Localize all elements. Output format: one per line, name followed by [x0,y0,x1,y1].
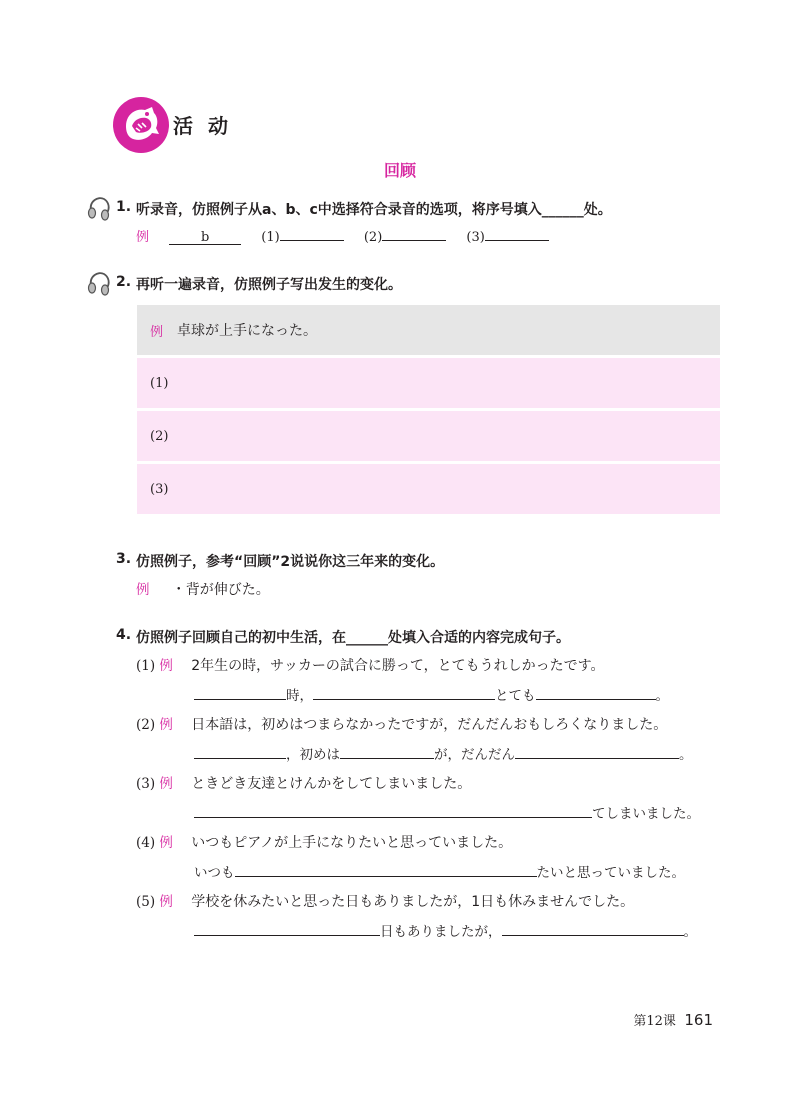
section-title: 活 动 [173,114,232,138]
q4-item-number: (3) [136,776,156,792]
q2-example-text: 卓球が上手になった。 [177,323,318,339]
q4-item-number: (1) [136,658,156,674]
q1-item-2-blank[interactable] [382,226,446,241]
q4-item-5-fill [194,920,697,940]
q4-item-4-fill [194,861,685,881]
q1-number: 1. [116,199,132,215]
q4-fill-text: とても [495,688,536,704]
q2-number: 2. [116,274,132,290]
q4-fill-text: たいと思っていました。 [536,865,685,881]
lesson-label: 第12课 [633,1014,676,1029]
q4-fill-text: てしまいました。 [592,806,700,822]
q2-row-label: (2) [150,428,169,444]
page-number: 161 [684,1011,713,1029]
q4-blank[interactable] [502,921,684,936]
q4-blank[interactable] [235,862,537,877]
q4-item-number: (2) [136,717,156,733]
q4-blank[interactable] [515,744,679,759]
q2-example-row [137,305,720,355]
q2-example-label: 例 [150,324,164,340]
q4-fill-text: 日もありましたが， [380,924,502,940]
q1-instruction: 听录音，仿照例子从a、b、c中选择符合录音的选项，将序号填入______处。 [136,202,612,218]
q2-row-label: (3) [150,481,169,497]
q4-blank[interactable] [194,803,592,818]
q4-blank[interactable] [313,685,495,700]
page-footer [633,1010,713,1029]
q3-example-label: 例 [136,582,150,598]
q1-item-3-blank[interactable] [485,226,549,241]
q4-blank[interactable] [194,921,380,936]
q4-item-3-fill [194,802,700,822]
q2-row-label: (1) [150,375,169,391]
q3-number: 3. [116,551,132,567]
q4-item-2-example [136,713,667,734]
q4-blank[interactable] [194,744,286,759]
q4-example-label: 例 [159,776,173,792]
q1-item-3-label: (3) [466,230,485,245]
section-subtitle: 回顾 [383,161,416,180]
q1-item-1-label: (1) [261,230,280,245]
q3-example-text: ・背が伸びた。 [171,582,270,598]
q4-blank[interactable] [194,685,286,700]
q4-item-3-example [136,772,471,793]
q4-fill-text: 。 [683,924,697,940]
q4-fill-text: 。 [679,747,693,763]
q1-example-label: 例 [136,230,150,245]
q1-item-2-label: (2) [363,230,383,245]
q4-fill-text: 。 [655,688,669,704]
headphone-icon[interactable] [86,195,112,221]
q4-number: 4. [116,627,132,643]
q4-blank[interactable] [340,744,434,759]
q4-example-label: 例 [159,894,173,910]
q2-instruction: 再听一遍录音，仿照例子写出发生的变化。 [136,277,402,293]
q2-answer-row-3[interactable] [137,464,720,514]
activity-logo-icon [112,96,170,154]
q4-example-sentence: 日本語は，初めはつまらなかったですが，だんだんおもしろくなりました。 [191,717,668,733]
q4-fill-text: が，だんだん [434,747,515,763]
q4-item-1-fill [194,684,669,704]
q2-answer-row-1[interactable] [137,358,720,408]
q4-item-number: (5) [136,894,156,910]
q3-example [136,578,270,599]
q4-example-sentence: 学校を休みたいと思った日もありましたが，1日も休みませんでした。 [191,894,635,910]
q1-example-answer: b [169,230,241,245]
q1-answer-row [136,226,549,245]
q4-example-sentence: 2年生の時，サッカーの試合に勝って，とてもうれしかったです。 [191,658,605,674]
q4-example-label: 例 [159,658,173,674]
q4-fill-text: いつも [194,865,235,881]
q4-item-4-example [136,831,512,852]
q1-item-1-blank[interactable] [280,226,344,241]
q4-example-sentence: いつもピアノが上手になりたいと思っていました。 [191,835,513,851]
q4-item-number: (4) [136,835,156,851]
q4-example-label: 例 [159,717,173,733]
q4-blank[interactable] [536,685,656,700]
q4-item-2-fill [194,743,693,763]
q2-answer-row-2[interactable] [137,411,720,461]
q3-instruction: 仿照例子，参考“回顾”2说说你这三年来的变化。 [136,554,445,570]
q4-instruction: 仿照例子回顾自己的初中生活，在______处填入合适的内容完成句子。 [136,630,570,646]
q4-fill-text: ，初めは [286,747,340,763]
q2-answer-table [137,305,720,517]
q4-example-label: 例 [159,835,173,851]
q4-fill-text: 時， [286,688,313,704]
headphone-icon[interactable] [86,270,112,296]
q4-item-5-example [136,890,634,911]
q4-item-1-example [136,654,604,675]
q4-example-sentence: ときどき友達とけんかをしてしまいました。 [191,776,472,792]
